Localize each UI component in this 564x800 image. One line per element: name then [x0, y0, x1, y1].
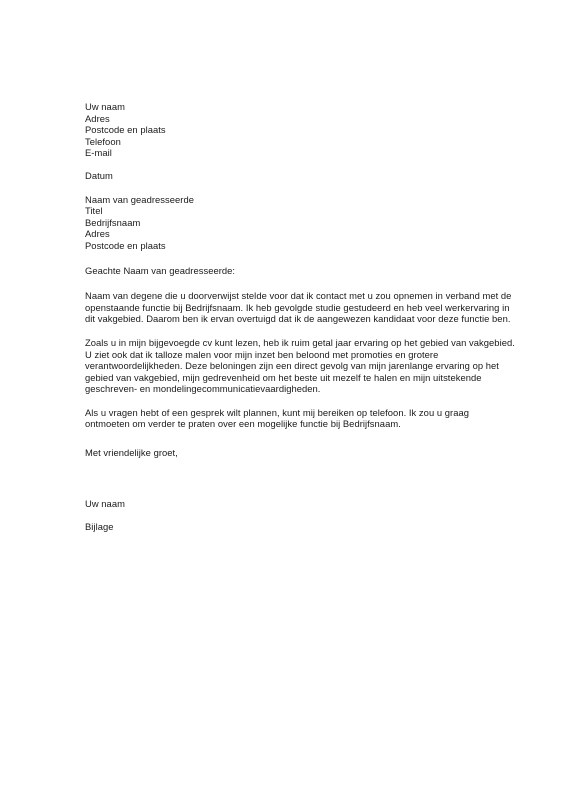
paragraph-line: Zoals u in mijn bijgevoegde cv kunt lezen, heb ik ruim getal jaar ervaring op het gebied van vakgebied. [85, 336, 515, 348]
recipient-name: Naam van geadresseerde [85, 193, 194, 205]
paragraph-intro [85, 290, 512, 325]
paragraph-line: U ziet ook dat ik talloze malen voor mijn inzet ben beloond met promoties en grotere [85, 348, 439, 360]
attachment-note: Bijlage [85, 521, 114, 533]
paragraph-line: dit vakgebied. Daarom ben ik ervan overtuigd dat ik de aangewezen kandidaat voor deze functie ben. [85, 313, 511, 325]
recipient-address-block [85, 194, 485, 252]
sender-name: Uw naam [85, 101, 125, 112]
paragraph-line: Als u vragen hebt of een gesprek wilt plannen, kunt mij bereiken op telefoon. Ik zou u graag [85, 406, 470, 418]
paragraph-line: verantwoordelijkheden. Deze beloningen zijn een direct gevolg van mijn jarenlange ervaring op het [85, 360, 499, 372]
sender-address-block [85, 101, 485, 159]
paragraph-line: gebied van vakgebied, mijn gedrevenheid om het beste uit mezelf te halen en mijn uitstekende [85, 371, 482, 383]
paragraph-line: ontmoeten om verder te praten over een mogelijke functie bij Bedrijfsnaam. [85, 418, 401, 430]
sender-postcode-city: Postcode en plaats [85, 124, 166, 136]
closing: Met vriendelijke groet, [85, 447, 178, 459]
paragraph-line: Naam van degene die u doorverwijst stelde voor dat ik contact met u zou opnemen in verband met de [85, 290, 512, 302]
sender-address: Adres [85, 112, 110, 124]
letter-body [85, 101, 515, 533]
recipient-address: Adres [85, 228, 110, 240]
paragraph-line: geschreven- en mondelingecommunicatievaardigheden. [85, 383, 321, 395]
recipient-postcode-city: Postcode en plaats [85, 239, 166, 251]
paragraph-line: openstaande functie bij Bedrijfsnaam. Ik heb gevolgde studie gestudeerd en heb veel werkervaring in [85, 301, 510, 313]
recipient-title: Titel [85, 205, 103, 217]
letter-date: Datum [85, 169, 113, 181]
recipient-company: Bedrijfsnaam [85, 216, 141, 228]
sender-email: E-mail [85, 147, 112, 159]
paragraph-experience [85, 336, 515, 395]
signature-name: Uw naam [85, 497, 125, 509]
paragraph-contact [85, 407, 485, 430]
sender-phone: Telefoon [85, 135, 121, 147]
salutation: Geachte Naam van geadresseerde: [85, 264, 236, 276]
